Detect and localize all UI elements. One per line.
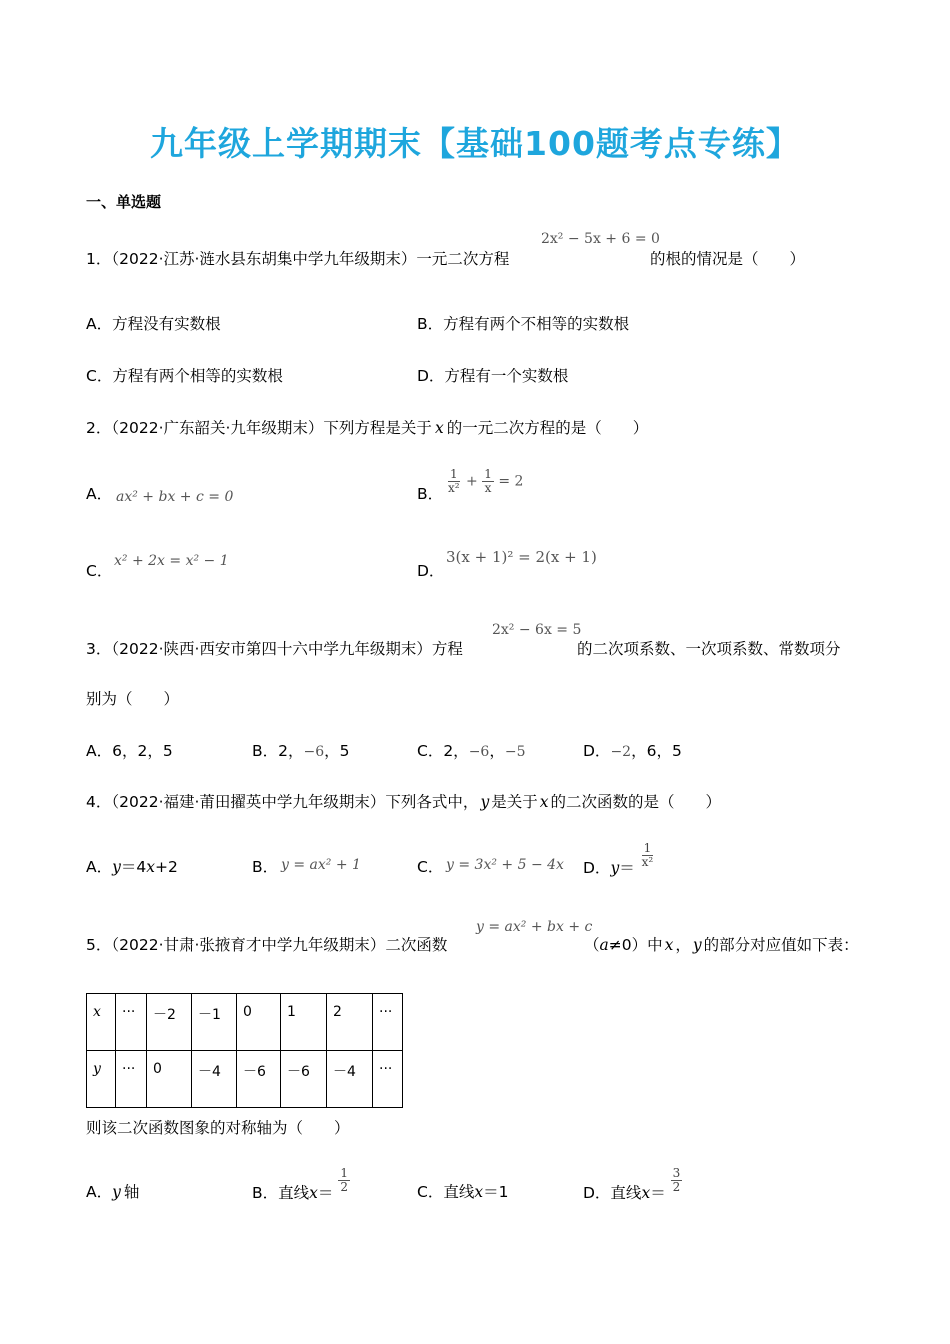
- table-cell: ···: [116, 1051, 147, 1108]
- q4-option-a[interactable]: A．y＝4x+2: [86, 858, 178, 876]
- table-row: [87, 1051, 403, 1108]
- section-heading: 一、单选题: [86, 193, 162, 211]
- q5-option-d[interactable]: D．直线x＝ $\frac{3}{2}$: [583, 1166, 681, 1202]
- question-number: 4．: [86, 793, 112, 811]
- q1-option-d[interactable]: D．方程有一个实数根: [417, 367, 569, 385]
- table-cell: 1: [281, 994, 327, 1051]
- q5-tail: （a≠0）中 x ， y 的部分对应值如下表：: [584, 936, 859, 954]
- value-table: [86, 993, 403, 1108]
- q4-option-b[interactable]: y = ax² + 1: [281, 857, 361, 873]
- fraction: $\frac{1}{2}$: [340, 1166, 348, 1194]
- question-number: 2．: [86, 419, 112, 437]
- table-cell: y: [87, 1051, 116, 1108]
- fraction: $\frac{3}{2}$: [672, 1166, 681, 1194]
- question-source: （2022·陕西·西安市第四十六中学九年级期末）方程: [111, 640, 463, 658]
- q5-option-a[interactable]: A．y 轴: [86, 1183, 140, 1201]
- q2-option-d-label[interactable]: D．: [417, 562, 445, 580]
- q1-option-c[interactable]: C．方程有两个相等的实数根: [86, 367, 283, 385]
- table-cell: －6: [281, 1051, 327, 1108]
- fraction: $\frac{1}{\text{x²}}$: [641, 841, 654, 869]
- question-5: [86, 933, 447, 955]
- q1-option-a[interactable]: A．方程没有实数根: [86, 315, 221, 333]
- q2-option-a-label[interactable]: A．: [86, 485, 113, 503]
- table-cell: －4: [327, 1051, 373, 1108]
- q1-tail: 的根的情况是（ ）: [650, 250, 806, 268]
- variable-x: x: [434, 419, 444, 437]
- q5-option-c[interactable]: C．直线x＝1: [417, 1183, 509, 1201]
- q3-option-a[interactable]: A．6，2，5: [86, 742, 173, 760]
- table-row: [87, 994, 403, 1051]
- question-tail: 的一元二次方程的是（ ）: [446, 419, 649, 437]
- table-cell: x: [87, 994, 116, 1051]
- q5-question: 则该二次函数图象的对称轴为（ ）: [86, 1119, 350, 1137]
- question-number: 3．: [86, 640, 112, 658]
- q3-option-c[interactable]: C．2，−6，−5: [417, 742, 526, 760]
- question-source: （2022·甘肃·张掖育才中学九年级期末）二次函数: [111, 936, 448, 954]
- q1-option-b[interactable]: B．方程有两个不相等的实数根: [417, 315, 630, 333]
- question-source: （2022·江苏·涟水县东胡集中学九年级期末）一元二次方程: [111, 250, 510, 268]
- question-number: 1．: [86, 250, 112, 268]
- q2-option-b-label[interactable]: B．: [417, 485, 444, 503]
- page-title: 九年级上学期期末【基础100题考点专练】: [150, 124, 800, 163]
- q2-option-c-label[interactable]: C．: [86, 562, 113, 580]
- q4-option-c-label[interactable]: C．: [417, 858, 444, 876]
- fraction: $\frac{1}{\text{x²}}$: [448, 467, 460, 495]
- question-3: [86, 637, 463, 659]
- q4-option-b-label[interactable]: B．: [252, 858, 279, 876]
- q4-option-c[interactable]: y = 3x² + 5 − 4x: [446, 857, 564, 873]
- q3-option-d[interactable]: D．−2，6，5: [583, 742, 682, 760]
- question-2: [86, 416, 648, 438]
- question-1: [86, 247, 509, 269]
- table-cell: －2: [147, 994, 192, 1051]
- fraction: $\frac{1}{x}$: [484, 467, 492, 495]
- table-cell: ···: [116, 994, 147, 1051]
- question-source: （2022·广东韶关·九年级期末）下列方程是关于: [111, 419, 432, 437]
- table-cell: ···: [373, 1051, 403, 1108]
- q3-tail-line2: 别为（ ）: [86, 690, 180, 708]
- q5-equation: y = ax² + bx + c: [476, 919, 593, 935]
- table-cell: －1: [192, 994, 237, 1051]
- q2-option-d[interactable]: 3(x + 1)² = 2(x + 1): [446, 548, 597, 566]
- q2-option-b[interactable]: $\frac{1}{\text{x²}}$ + $\frac{1}{x}$ = 2: [448, 467, 524, 495]
- table-cell: 2: [327, 994, 373, 1051]
- q2-option-a[interactable]: ax² + bx + c = 0: [116, 489, 234, 505]
- q5-option-b[interactable]: B．直线x＝ $\frac{1}{2}$: [252, 1166, 348, 1202]
- table-cell: 0: [147, 1051, 192, 1108]
- q3-option-b[interactable]: B．2，−6，5: [252, 742, 350, 760]
- q2-option-c[interactable]: x² + 2x = x² − 1: [114, 553, 229, 569]
- table-cell: 0: [237, 994, 281, 1051]
- question-source: （2022·福建·莆田擢英中学九年级期末）下列各式中，: [111, 793, 479, 811]
- question-number: 5．: [86, 936, 112, 954]
- table-cell: －6: [237, 1051, 281, 1108]
- q3-equation: 2x² − 6x = 5: [492, 622, 582, 638]
- question-4: 4．（2022·福建·莆田擢英中学九年级期末）下列各式中， y 是关于 x 的二次函数的是（ ）: [86, 793, 721, 811]
- q4-option-d[interactable]: D．y＝ $\frac{1}{\text{x²}}$: [583, 841, 654, 877]
- q1-equation: 2x² − 5x + 6 = 0: [541, 231, 660, 247]
- q3-tail: 的二次项系数、一次项系数、常数项分: [577, 640, 841, 658]
- table-cell: ···: [373, 994, 403, 1051]
- table-cell: －4: [192, 1051, 237, 1108]
